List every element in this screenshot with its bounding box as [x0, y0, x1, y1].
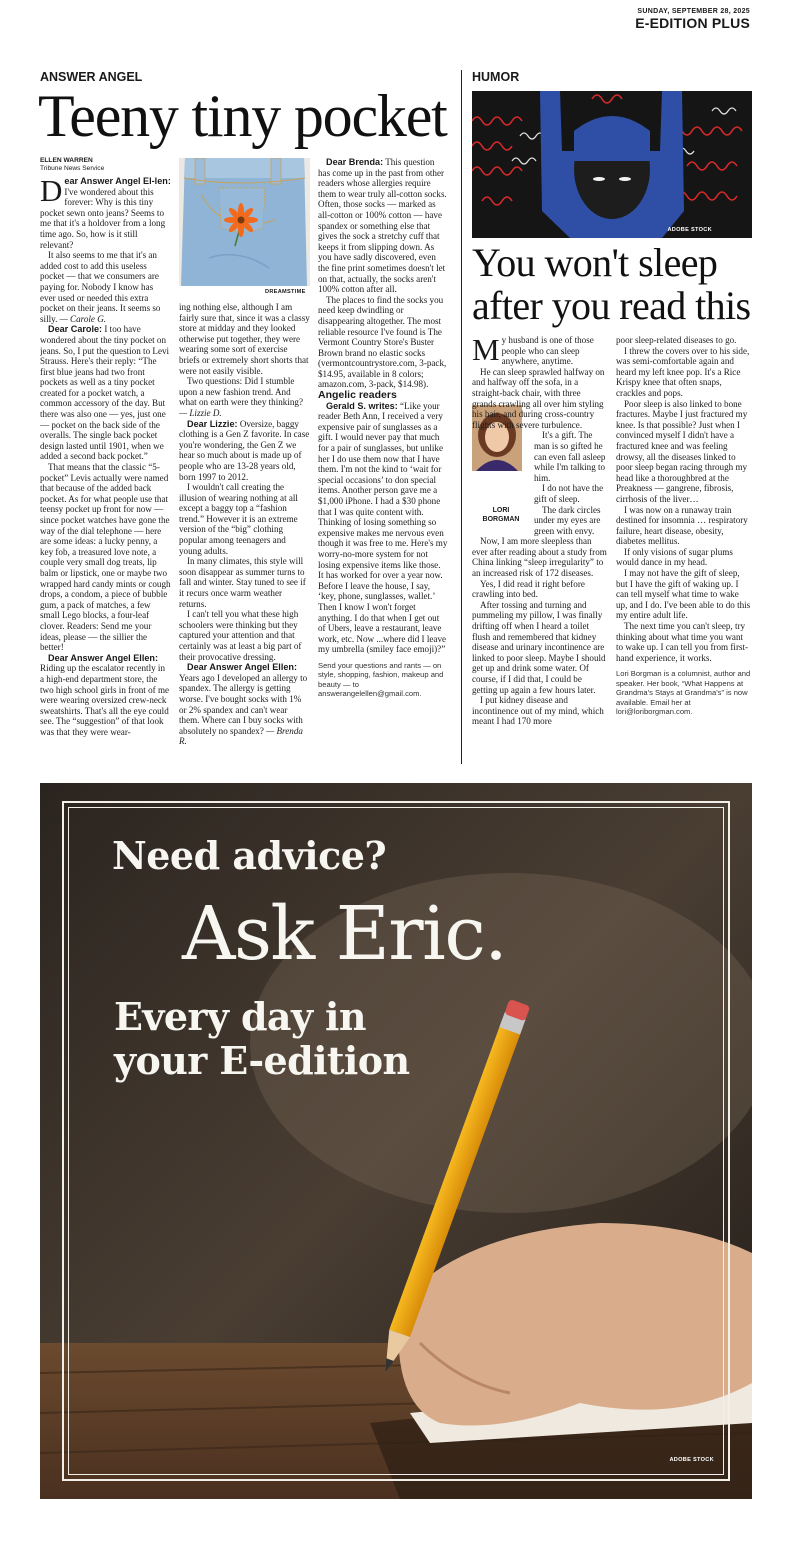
section-kicker-answer-angel: ANSWER ANGEL [40, 70, 143, 84]
bold-lead: ear Answer Angel El-len: [64, 176, 171, 186]
text: The dark circles under my eyes are green with envy. [534, 504, 601, 536]
text: I wouldn't call creating the illusion of wearing nothing at all except a baggy top a “fashion trend.” However it is an extreme version of the “big” clothing popular among teenagers and young adults. [179, 482, 298, 556]
paragraph [616, 505, 752, 547]
bold-lead: Dear Lizzie: [187, 418, 238, 429]
paragraph [616, 568, 752, 621]
author-tag [472, 434, 530, 528]
signature: — Lizzie D. [179, 407, 222, 418]
paragraph [179, 302, 310, 376]
text: I put kidney disease and incontinence out of my mind, which meant I had 170 more [472, 695, 604, 727]
paragraph [318, 401, 448, 655]
article-column-1 [40, 176, 171, 766]
text: The next time you can't sleep, try thinking about what time you want to wake up. I can tell you from first-hand experience, it works. [616, 621, 749, 663]
text: I do not have the gift of sleep. [534, 483, 604, 504]
paragraph [616, 335, 752, 346]
paragraph [472, 536, 607, 578]
paragraph [40, 462, 171, 653]
edition-title: E-EDITION PLUS [635, 15, 750, 31]
headline-line: after you read this [472, 283, 751, 328]
paragraph [179, 662, 310, 747]
signature: — Carole G. [59, 313, 107, 324]
promo-line-every-day: Every day in [114, 994, 366, 1039]
text: I may not have the gift of sleep, but I have the gift of waking up. I can tell myself what time to wake up, and I do. I've been able to do this my entire adult life. [616, 568, 751, 621]
headline-teeny-tiny-pocket: Teeny tiny pocket [38, 83, 447, 149]
drop-cap: D [40, 176, 63, 208]
section-kicker-humor: HUMOR [472, 70, 520, 84]
paragraph [472, 335, 607, 367]
issue-date: SUNDAY, SEPTEMBER 28, 2025 [637, 8, 750, 15]
drop-cap: M [472, 335, 500, 367]
paragraph [616, 621, 752, 663]
bold-lead: Gerald S. writes: [326, 400, 398, 411]
text: ing nothing else, although I am fairly sure that, since it was a classy store at midday and they looked otherwise put together, they were wearing some sort of exercise briefs or extremely short shorts that were not easily visible. [179, 302, 310, 376]
text: If only visions of sugar plums would dance in my head. [616, 546, 733, 568]
text: It also seems to me that it's an added cost to add this useless pocket — that we consumers are paying for. Nobody I know has ever used or needed this extra pocket on their jeans. It seems so silly. [40, 250, 161, 324]
text: After tossing and turning and pummeling my pillow, I was finally drifting off when I heard a toilet flush and remembered that kidney disease and urinary incontinence are linked to poor sleep. Maybe I should get up and drink some water. Of course, if I did that, I could be getting up again a few hours later. [472, 599, 606, 695]
column-divider [461, 70, 462, 764]
paragraph [179, 482, 310, 556]
text: I can't tell you what these high schoolers were thinking but they captured your attention and that certainly was at least a big part of their provocative dressing. [179, 609, 302, 662]
paragraph [472, 579, 607, 600]
photo-credit-dreamstime: DREAMSTIME [265, 289, 306, 295]
text: Riding up the escalator recently in a high-end department store, the two high school girls in front of me were wearing oversized crew-neck sweatshirts. That's all the eye could see. The “suggestion” of that look was that they were wear- [40, 663, 170, 737]
article-column-2 [179, 302, 310, 766]
text: I was now on a runaway train destined for insomnia … respiratory failure, heart disease, obesity, diabetes mellitus. [616, 504, 748, 547]
paragraph [616, 346, 752, 399]
paragraph [40, 324, 171, 462]
text: Yes, I did read it right before crawling into bed. [472, 578, 585, 600]
paragraph [472, 600, 607, 695]
byline [40, 157, 104, 173]
paragraph [318, 157, 448, 295]
text: “Like your reader Beth Ann, I received a very expensive pair of sunglasses as a gift. I would never pay that much for a pair of sunglasses, but unlike her I do use them now that I have them. I'm not the kind to ‘wait for special occasions’ to don special items. Another person gave me a $1,000 iPhone. I had a $30 phone that I was quite content with. Thinking of losing something so expensive makes me nervous even though it was free to me. Here's my worry-no-more system for not losing expensive items like those. It has worked for over a year now. Before I leave the house, I say, ‘key, phone, sunglasses, wallet.’ Then I know I won't forget anything. I do that when I get out of Ubers, leave a restaurant, leave work, etc. Now ...where did I leave my umbrella (smiley face emoji)?” [318, 400, 448, 655]
text: poor sleep-related diseases to go. [616, 335, 737, 345]
text: I've wondered about this forever: Why is this tiny pocket sewn onto jeans? Seems to me that it's a holdover from a long time ago. So, how is it still relevant? [40, 186, 166, 250]
paragraph [40, 176, 171, 250]
promo-line-need-advice: Need advice? [112, 833, 387, 878]
text: The places to find the socks you need keep dwindling or disappearing altogether. The most reliable resource I've found is The Vermont Country Store's Buster Brown brand no elastic socks (vermontcountrystore.com, 3-pack, $14.95, available in 8 colors; amazon.com, 3-pack, $14.98). [318, 294, 447, 390]
promo-photo-credit: ADOBE STOCK [669, 1457, 714, 1463]
author-bio: Lori Borgman is a columnist, author and speaker. Her book, “What Happens at Grandma's Stays at Grandma's” is now available. Email her at lori@loriborgman.com. [616, 669, 751, 717]
article-column-3 [318, 157, 448, 766]
paragraph [472, 695, 607, 727]
text: I threw the covers over to his side, was semi-comfortable again and heard my left knee pop. It's a Rice Krispy knee that often snaps, crackles and pops. [616, 345, 750, 398]
text: It's a gift. The man is so gifted he can even fall asleep while I'm talking to him. [534, 430, 606, 483]
subhead-angelic-readers: Angelic readers [318, 389, 397, 402]
byline-name: ELLEN WARREN [40, 157, 93, 164]
paragraph [179, 419, 310, 483]
paragraph [40, 653, 171, 738]
photo-credit-adobe-stock: ADOBE STOCK [667, 227, 712, 233]
byline-org: Tribune News Service [40, 165, 105, 172]
bold-lead: Dear Brenda: [326, 157, 384, 167]
text: Oversize, baggy clothing is a Gen Z favorite. In case you're wondering, the Gen Z we hear so much about is made up of people who are 13-28 years old, born 1997 to 2012. [179, 418, 310, 482]
author-first-name: LORI [492, 507, 510, 515]
text: He can sleep sprawled halfway on and halfway off the sofa, in a straight-back chair, with three grands crawling all over him styling his hair, and during cross-country flights with severe turbulence. [472, 366, 605, 430]
bold-lead: Dear Carole: [48, 324, 103, 335]
paragraph [179, 609, 310, 662]
text: I too have wondered about the tiny pocket on jeans. So, I put the question to Levi Strauss. Here's their reply: “The first blue jeans had two front pockets as well as a tiny pocket created for a pocket watch, a common accessory of the day. But there was also one — yes, just one — pocket on the back side of the overalls. The single back pocket design lasted until 1901, when we added a second back pocket.” [40, 324, 170, 462]
text: y husband is one of those people who can sleep anywhere, anytime. [501, 335, 594, 367]
text: That means that the classic “5-pocket” Levis actually were named that because of the added back pocket. As for what people use that teensy pocket up front for now — since pocket watches have gone the way of the dial telephone — here are some ideas: a lucky penny, a key fob, a treasured love note, a couple very small dog treats, lip balm or lipstick, one or maybe two wrapped hard candy mints or cough drops, a condom, a piece of bubble gum, a pack of matches, a few small Lego blocks, a four-leaf clover. Readers: Send me your ideas, please — the sillier the better! [40, 462, 171, 653]
jeans-pocket-photo [179, 158, 310, 286]
promo-line-ask-eric: Ask Eric. [182, 891, 507, 977]
text: Years ago I developed an allergy to spandex. The allergy is getting worse. I've bought socks with 1% or 2% spandex and can't wear them. Where can I buy socks with absolutely no spandex? [179, 672, 308, 736]
paragraph [472, 367, 607, 431]
masthead [635, 8, 750, 31]
headline-you-wont-sleep [472, 241, 750, 327]
paragraph [318, 295, 448, 390]
text: This question has come up in the past from other readers whose allergies require them to wear truly all-cotton socks. Often, those socks — marked as all-cotton or 100% cotton — have spandex or something else that gives the sock a stretchy cuff that keeps it from slipping down. As you have sadly discovered, even the fine print sometimes doesn't let on that, actually, the socks aren't 100% cotton after all. [318, 157, 447, 295]
contact-signoff: Send your questions and rants — on style, shopping, fashion, makeup and beauty — to answerangelellen@gmail.com. [318, 660, 444, 699]
text: Now, I am more sleepless than ever after reading about a study from China linking “sleep irregularity” to an increased risk of 172 diseases. [472, 536, 607, 579]
paragraph [179, 376, 310, 418]
sleepless-illustration [472, 91, 752, 238]
paragraph [40, 250, 171, 324]
text: In many climates, this style will soon disappear as summer turns to fall and winter. Stay tuned to see if it recurs once warm weather returns. [179, 556, 306, 609]
paragraph [616, 547, 752, 568]
photo-spacer [472, 434, 530, 506]
humor-column-2 [616, 335, 752, 766]
text: Two questions: Did I stumble upon a new fashion trend. And what on earth were they thinking? [179, 376, 303, 408]
insomnia-face-graphic [472, 91, 752, 238]
text: Poor sleep is also linked to bone fractures. Maybe I just fractured my knee. Is that possible? Just when I convinced myself I didn't have a fractured knee and was feeling drowsy, all the diseases linked to poor sleep began racing through my head like a thoroughbred at the Preakness — gangrene, fibrosis, cirrhosis of the liver… [616, 398, 748, 504]
bold-lead: Dear Answer Angel Ellen: [187, 662, 297, 673]
promo-line-e-edition: your E-edition [114, 1038, 410, 1083]
jeans-illustration [179, 158, 310, 286]
author-last-name: BORGMAN [482, 516, 520, 524]
signature: — Brenda R. [179, 725, 303, 747]
paragraph [616, 399, 752, 505]
headline-line: You won't sleep [472, 240, 718, 285]
humor-column-1 [472, 335, 607, 766]
ask-eric-promo[interactable] [40, 783, 752, 1499]
paragraph [179, 556, 310, 609]
bold-lead: Dear Answer Angel Ellen: [48, 652, 158, 663]
